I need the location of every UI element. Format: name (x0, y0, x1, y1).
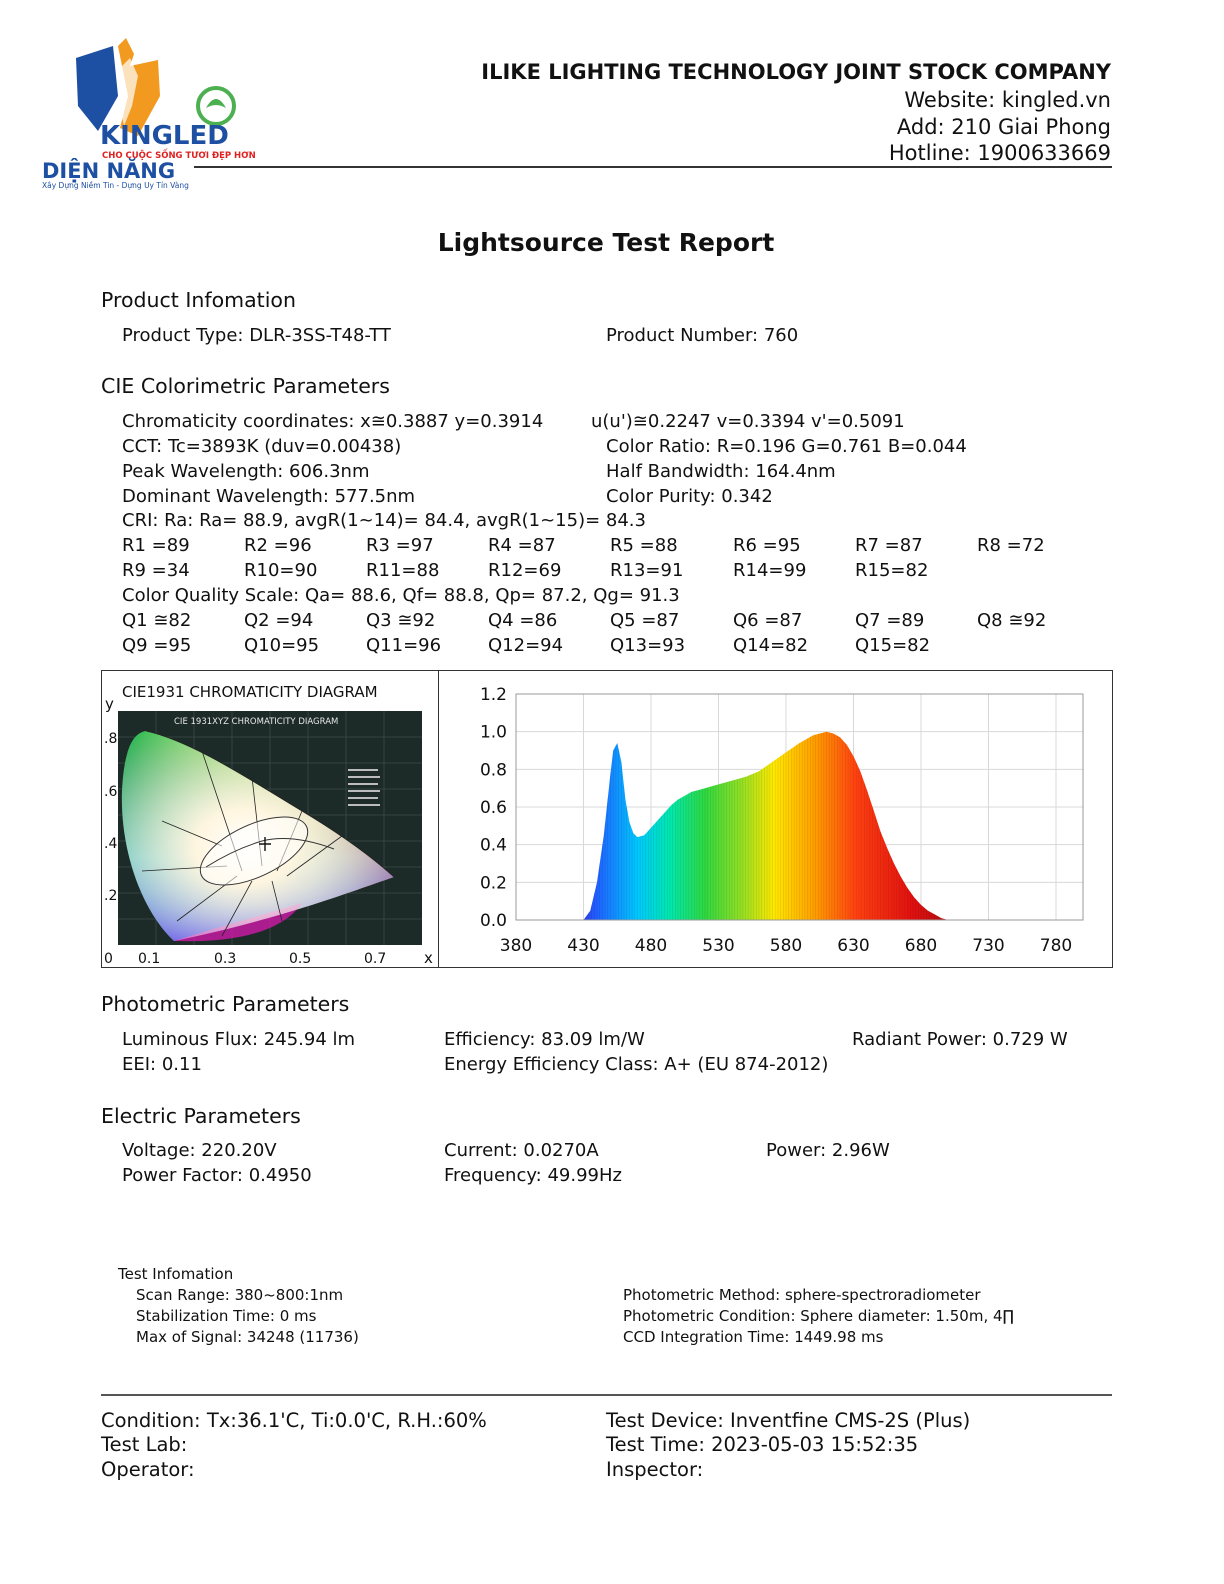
luminous-flux: Luminous Flux: 245.94 lm (122, 1029, 356, 1050)
q-value: Q10=95 (244, 635, 320, 656)
x-tick-label: 680 (904, 936, 938, 956)
r-value: R13=91 (610, 560, 684, 581)
voltage: Voltage: 220.20V (122, 1140, 277, 1161)
report-title: Lightsource Test Report (437, 228, 775, 257)
q-value: Q3 ≅92 (366, 610, 436, 631)
inspector: Inspector: (606, 1458, 704, 1481)
footer-divider (101, 1394, 1112, 1396)
ccd-integration-time: CCD Integration Time: 1449.98 ms (623, 1328, 884, 1346)
chromaticity-coordinates: Chromaticity coordinates: x≅0.3887 y=0.3914 (122, 411, 544, 432)
y-tick-label: 1.0 (479, 722, 507, 743)
uv-coordinates: u(u')≅0.2247 v=0.3394 v'=0.5091 (591, 411, 905, 432)
logo-tagline: Xây Dựng Niềm Tin - Dựng Uy Tín Vàng (42, 181, 189, 190)
current: Current: 0.0270A (444, 1140, 599, 1161)
cie-inner-title: CIE 1931XYZ CHROMATICITY DIAGRAM (174, 717, 339, 727)
photometric-method: Photometric Method: sphere-spectroradiometer (623, 1286, 981, 1304)
q-value: Q1 ≅82 (122, 610, 192, 631)
radiant-power: Radiant Power: 0.729 W (852, 1029, 1068, 1050)
q-value: Q9 =95 (122, 635, 192, 656)
test-time: Test Time: 2023-05-03 15:52:35 (606, 1433, 919, 1456)
frequency: Frequency: 49.99Hz (444, 1165, 622, 1186)
cie-y-tick: .2 (104, 888, 118, 904)
test-condition: Condition: Tx:36.1'C, Ti:0.0'C, R.H.:60% (101, 1409, 487, 1432)
y-tick-label: 0.4 (479, 835, 507, 856)
q-value: Q5 =87 (610, 610, 680, 631)
r-value: R8 =72 (977, 535, 1045, 556)
photometric-heading: Photometric Parameters (101, 992, 350, 1016)
r-value: R6 =95 (733, 535, 801, 556)
company-logo (38, 36, 268, 196)
eei: EEI: 0.11 (122, 1054, 202, 1075)
logo-bulb-icon (198, 88, 234, 124)
y-tick-label: 0.2 (479, 873, 507, 894)
r-value: R1 =89 (122, 535, 190, 556)
cie-y-tick: .8 (104, 731, 118, 747)
x-tick-label: 580 (769, 936, 803, 956)
cie-y-axis-label: y (105, 695, 114, 713)
q-value: Q4 =86 (488, 610, 558, 631)
x-tick-label: 730 (972, 936, 1005, 956)
r-value: R12=69 (488, 560, 562, 581)
r-value: R2 =96 (244, 535, 312, 556)
r-value: R5 =88 (610, 535, 678, 556)
r-value: R4 =87 (488, 535, 556, 556)
x-tick-label: 630 (837, 936, 870, 956)
logo-graphic (38, 36, 268, 196)
power: Power: 2.96W (766, 1140, 890, 1161)
product-heading: Product Infomation (101, 288, 296, 312)
scan-range: Scan Range: 380~800:1nm (136, 1286, 344, 1304)
color-purity: Color Purity: 0.342 (606, 486, 773, 507)
cie-diagram (102, 671, 438, 967)
q-value: Q12=94 (488, 635, 564, 656)
company-name: ILIKE LIGHTING TECHNOLOGY JOINT STOCK COMPANY (481, 60, 1111, 84)
power-factor: Power Factor: 0.4950 (122, 1165, 312, 1186)
test-device: Test Device: Inventfine CMS-2S (Plus) (606, 1409, 971, 1432)
diagram-panel (101, 670, 1113, 968)
cie-y-tick: .4 (104, 836, 118, 852)
q-value: Q14=82 (733, 635, 809, 656)
cie-x-tick: 0 (104, 951, 113, 967)
cie-x-tick: 0.5 (289, 951, 312, 967)
x-tick-label: 380 (499, 936, 533, 956)
y-tick-label: 0.6 (479, 798, 507, 818)
r-value: R14=99 (733, 560, 807, 581)
efficiency: Efficiency: 83.09 lm/W (444, 1029, 645, 1050)
q-value: Q7 =89 (855, 610, 925, 631)
cie-diagram-title: CIE1931 CHROMATICITY DIAGRAM (122, 683, 378, 701)
spectrum-curve (584, 732, 949, 920)
x-tick-label: 480 (634, 936, 668, 956)
logo-slogan: CHO CUỘC SỐNG TƯƠI ĐẸP HƠN (102, 151, 256, 161)
company-hotline: Hotline: 1900633669 (888, 141, 1111, 165)
cie-heading: CIE Colorimetric Parameters (101, 374, 390, 398)
y-tick-label: 0.0 (479, 911, 507, 931)
photometric-condition: Photometric Condition: Sphere diameter: 1.50m, 4∏ (623, 1307, 1014, 1325)
test-lab: Test Lab: (101, 1433, 188, 1456)
r-value: R11=88 (366, 560, 440, 581)
y-tick-label: 1.2 (479, 685, 507, 705)
product-number: Product Number: 760 (606, 325, 799, 346)
dominant-wavelength: Dominant Wavelength: 577.5nm (122, 486, 416, 507)
cqs-summary: Color Quality Scale: Qa= 88.6, Qf= 88.8, Qp= 87.2, Qg= 91.3 (122, 585, 680, 606)
cie-x-axis-label: x (424, 949, 433, 967)
r-value: R15=82 (855, 560, 929, 581)
electric-heading: Electric Parameters (101, 1104, 301, 1128)
cct-value: CCT: Tc=3893K (duv=0.00438) (122, 436, 402, 457)
q-value: Q13=93 (610, 635, 686, 656)
q-value: Q8 ≅92 (977, 610, 1047, 631)
max-signal: Max of Signal: 34248 (11736) (136, 1328, 359, 1346)
q-value: Q2 =94 (244, 610, 314, 631)
test-info-heading: Test Infomation (118, 1265, 234, 1283)
x-tick-label: 430 (567, 936, 600, 956)
peak-wavelength: Peak Wavelength: 606.3nm (122, 461, 370, 482)
cie-x-tick: 0.3 (214, 951, 237, 967)
half-bandwidth: Half Bandwidth: 164.4nm (606, 461, 836, 482)
r-value: R9 =34 (122, 560, 190, 581)
color-ratio: Color Ratio: R=0.196 G=0.761 B=0.044 (606, 436, 967, 457)
stabilization-time: Stabilization Time: 0 ms (136, 1307, 317, 1325)
logo-brand: DIỆN NĂNG (42, 159, 176, 183)
operator: Operator: (101, 1458, 195, 1481)
company-website: Website: kingled.vn (904, 88, 1111, 112)
q-value: Q6 =87 (733, 610, 803, 631)
x-tick-label: 530 (702, 936, 735, 956)
r-value: R7 =87 (855, 535, 923, 556)
cie-x-tick: 0.7 (364, 951, 387, 967)
r-value: R3 =97 (366, 535, 434, 556)
cri-summary: CRI: Ra: Ra= 88.9, avgR(1~14)= 84.4, avgR(1~15)= 84.3 (122, 510, 646, 531)
spectrum-chart (439, 671, 1112, 967)
r-value: R10=90 (244, 560, 318, 581)
cie-y-tick: .6 (104, 784, 118, 800)
x-tick-label: 780 (1039, 936, 1073, 956)
company-address: Add: 210 Giai Phong (896, 115, 1111, 139)
product-type: Product Type: DLR-3SS-T48-TT (122, 325, 391, 346)
q-value: Q11=96 (366, 635, 442, 656)
header-divider (194, 166, 1112, 168)
logo-shield-blue (76, 46, 118, 131)
y-tick-label: 0.8 (479, 760, 507, 781)
energy-class: Energy Efficiency Class: A+ (EU 874-2012) (444, 1054, 829, 1075)
logo-word: KINGLED (100, 121, 229, 151)
q-value: Q15=82 (855, 635, 931, 656)
cie-x-tick: 0.1 (138, 951, 161, 967)
